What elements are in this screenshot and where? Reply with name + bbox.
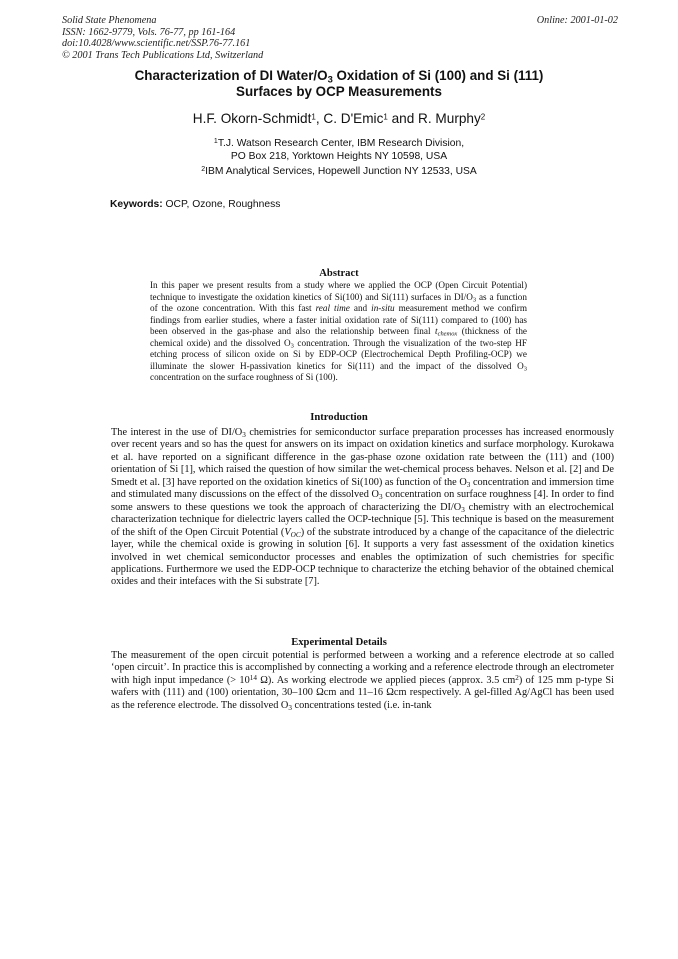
- abstract-text: In this paper we present results from a study where we applied the OCP (Open Circuit Potential) technique to investigate the oxidation kinetics of Si(100) and Si(111) surfaces in $DI/O_3$ as a function of the ozone concentration. With this fast real time and in-situ measurement method we confirm findings from earlier studies, where a faster initial oxidation rate of Si(111) compared to (100) has been observed in the gas-phase and also the relationship between final $t_{chemox}$ (thickness of the chemical oxide) and the dissolved $O_3$ concentration. Through the visualization of the two-step HF etching process of silicon oxide on Si by EDP-OCP (Electrochemical Depth Profiling-OCP) we illuminate the slower H-passivation kinetics for Si(111) and the impact of the dissolved $O_3$ concentration on the surface roughness of Si (100).: [150, 280, 528, 382]
- journal-header: [62, 15, 618, 61]
- abstract-heading: Abstract: [319, 268, 359, 279]
- issn-line: ISSN: 1662-9779, Vols. 76-77, pp 161-164: [62, 26, 236, 38]
- introduction-text: The interest in the use of $DI/O_3$ chemistries for semiconductor surface preparation processes has increased enormously over recent years and so has the quest for answers on its impact on oxidation kinetics and surface morphology. Kurokawa et al. have reported on a significant difference in the gas-phase ozone oxidation rate between the (111) and (100) orientation of Si [1], which raised the question of how similar the wet-chemical process behaves. Nelson et al. [2] and De Smedt et al. [3] have reported on the oxidation kinetics of Si(100) as function of the $O_3$ concentration and immersion time and stimulated many discussions on the effect of the dissolved $O_3$ concentration on surface roughness [4]. In order to find some answers to these questions we took the approach of characterizing the $DI/O_3$ chemistry with an electrochemical characterization technique for dielectric layers called the OCP-technique [5]. This technique is based on the measurement of the shift of the Open Circuit Potential $(V_{OC})$ of the substrate introduced by a change of the capacitance of the dielectric layer, while the chemical oxide is growing in solution [6]. It supports a very fast assessment of the oxidation kinetics involved in wet chemical semiconductor processes and enables the optimization of such chemistries for specific applications. Furthermore we used the EDP-OCP technique to characterize the etching behavior of the obtained chemical oxides and their intefaces with the Si substrate [7].: [111, 427, 614, 588]
- experimental-heading: Experimental Details: [291, 637, 387, 648]
- introduction-heading: Introduction: [310, 412, 368, 423]
- author-list: H.F. Okorn-Schmidt$^1$, C. D'Emic$^1$ and R. Murphy$^2$: [192, 111, 486, 126]
- doi-line: doi:10.4028/www.scientific.net/SSP.76-77.161: [62, 38, 251, 50]
- copyright-line: © 2001 Trans Tech Publications Ltd, Switzerland: [62, 49, 264, 61]
- title-line-1: Characterization of DI Water/$O_3$ Oxidation of Si (100) and Si (111): [134, 68, 544, 85]
- online-date: Online: 2001-01-02: [536, 15, 618, 26]
- keywords-label: Keywords:: [110, 199, 163, 210]
- title-line-2: Surfaces by OCP Measurements: [236, 84, 442, 99]
- affiliation-2: $^2$IBM Analytical Services, Hopewell Junction NY 12533, USA: [201, 165, 477, 177]
- keywords: [110, 199, 610, 210]
- paper-title: [60, 68, 618, 100]
- affiliation-1: $^1$T.J. Watson Research Center, IBM Research Division, PO Box 218, Yorktown Heights NY 10598, USA: [213, 137, 465, 162]
- experimental-text: The measurement of the open circuit potential is performed between a working and a reference electrode at so called ‘open circuit’. In practice this is accomplished by connecting a working and a reference electrode through an electrometer with high input impedance (> $10^{14}$ Ω). As working electrode we applied pieces (approx. 3.5 $cm^2$) of 125 mm p-type Si wafers with (111) and (100) orientation, 30–100 Ωcm and 11–16 Ωcm respectively. A gel-filled Ag/AgCl has been used as the reference electrode. The dissolved $O_3$ concentrations tested (i.e. in-tank: [111, 650, 614, 712]
- journal-name: Solid State Phenomena: [62, 15, 157, 26]
- keywords-value: OCP, Ozone, Roughness: [162, 199, 281, 210]
